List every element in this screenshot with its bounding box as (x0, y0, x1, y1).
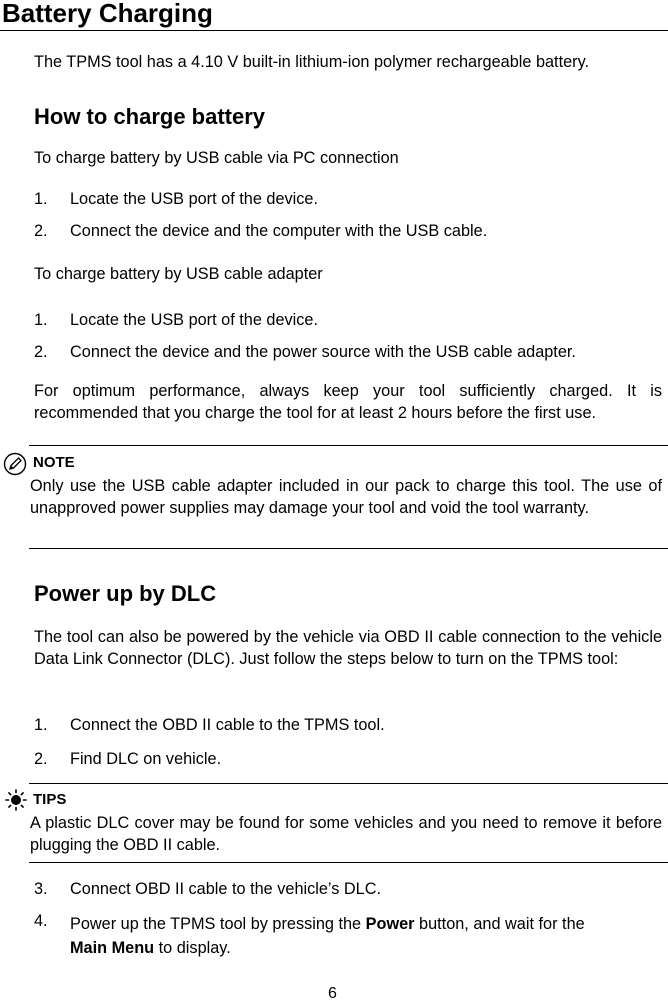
step-text-part: Power up the TPMS tool by pressing the (70, 915, 366, 933)
pencil-icon (3, 452, 27, 481)
step-number: 4. (34, 912, 48, 930)
step-text-part: to display. (154, 939, 231, 957)
step-number: 2. (34, 750, 48, 768)
adapter-charge-intro: To charge battery by USB cable adapter (34, 265, 323, 283)
step-number: 1. (34, 190, 48, 208)
note-bottom-rule (29, 548, 668, 549)
performance-paragraph: For optimum performance, always keep your tool sufficiently charged. It is recommended that you charge the tool for at least 2 hours before the first use. (34, 382, 662, 422)
step-number: 1. (34, 716, 48, 734)
page-title: Battery Charging (2, 0, 213, 28)
step-number: 1. (34, 311, 48, 329)
tips-text: A plastic DLC cover may be found for some vehicles and you need to remove it before plugging the OBD II cable. (30, 814, 662, 854)
intro-text: The TPMS tool has a 4.10 V built-in lithium-ion polymer rechargeable battery. (34, 53, 590, 71)
dlc-intro-paragraph: The tool can also be powered by the vehicle via OBD II cable connection to the vehicle Data Link Connector (DLC). Just follow the steps below to turn on the TPMS tool: (34, 628, 662, 668)
main-menu-term: Main Menu (70, 939, 155, 957)
tips-top-rule (29, 783, 668, 784)
note-top-rule (29, 445, 668, 446)
title-underline (0, 30, 668, 31)
power-button-term: Power (365, 915, 415, 933)
page-number: 6 (328, 985, 337, 1002)
step-text: Connect OBD II cable to the vehicle’s DLC. (70, 880, 382, 898)
section-heading-dlc: Power up by DLC (34, 581, 217, 606)
step-text: Connect the OBD II cable to the TPMS tool. (70, 716, 385, 734)
note-text: Only use the USB cable adapter included in our pack to charge this tool. The use of unapproved power supplies may damage your tool and void the tool warranty. (30, 477, 662, 517)
step-text: Locate the USB port of the device. (70, 190, 318, 208)
section-heading-charge: How to charge battery (34, 104, 266, 129)
step-number: 3. (34, 880, 48, 898)
step-number: 2. (34, 222, 48, 240)
pc-charge-intro: To charge battery by USB cable via PC connection (34, 149, 399, 167)
step-text: Locate the USB port of the device. (70, 311, 318, 329)
lightbulb-icon (5, 789, 27, 816)
note-label: NOTE (33, 454, 75, 471)
step-text: Find DLC on vehicle. (70, 750, 222, 768)
step-text: Connect the device and the power source with the USB cable adapter. (70, 343, 576, 361)
tips-label: TIPS (33, 791, 67, 808)
step-text (70, 912, 662, 960)
step-text-part: button, and wait for the (414, 915, 585, 933)
step-number: 2. (34, 343, 48, 361)
step-text: Connect the device and the computer with the USB cable. (70, 222, 488, 240)
tips-bottom-rule (29, 862, 668, 863)
